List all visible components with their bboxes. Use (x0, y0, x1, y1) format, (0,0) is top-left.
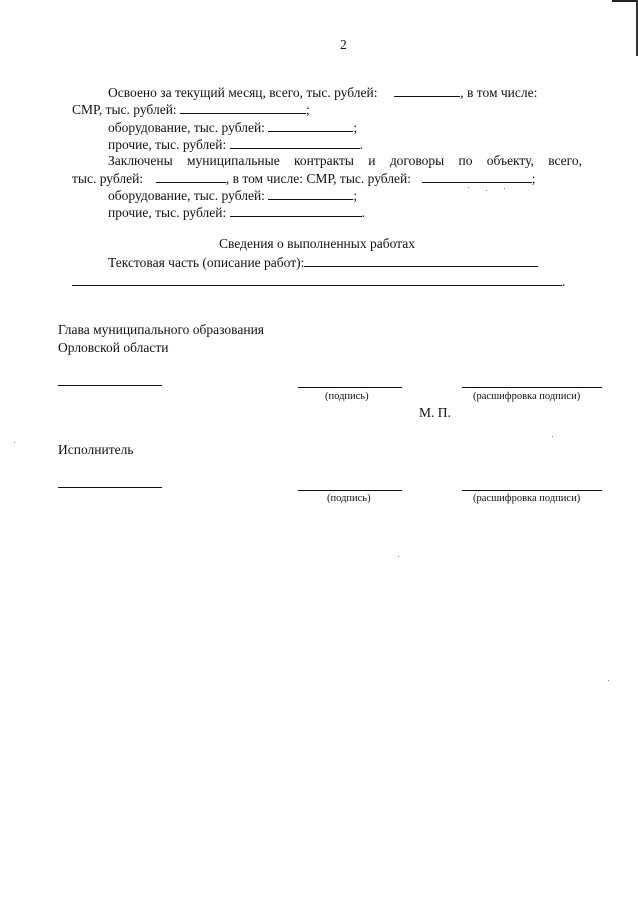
scan-speck (14, 442, 15, 443)
report-line-5: Заключены муниципальные контракты и договоры по объекту, всего, (108, 153, 582, 168)
contracts-cmp-field (422, 170, 532, 183)
scan-speck (468, 187, 469, 188)
head-signature-line (298, 387, 402, 388)
other-label: прочие, тыс. рублей: (108, 137, 227, 152)
report-line-3 (108, 119, 357, 136)
cmp-field (180, 101, 306, 114)
line3-semicolon: ; (353, 120, 358, 135)
works-text-line (108, 254, 538, 271)
works-text-field (304, 254, 538, 267)
line7-semicolon: ; (353, 188, 358, 203)
mastered-total-field (394, 84, 460, 97)
executor-decoding-line (462, 490, 602, 491)
mastered-total-label: Освоено за текущий месяц, всего, тыс. рублей: (108, 85, 378, 100)
line8-period: . (361, 205, 365, 220)
works-text-label: Текстовая часть (описание работ): (108, 255, 305, 270)
scan-speck (398, 556, 399, 557)
cmp-label: СМР, тыс. рублей: (72, 102, 177, 117)
works-text-field-2 (72, 273, 562, 286)
seal-label: М. П. (419, 405, 451, 420)
scan-speck (486, 190, 487, 191)
equipment-label: оборудование, тыс. рублей: (108, 120, 265, 135)
contracts-cmp-label: , в том числе: СМР, тыс. рублей: (225, 171, 412, 186)
head-decoding-line (462, 387, 602, 388)
head-title-line-2: Орловской области (58, 340, 169, 355)
line6-semicolon: ; (531, 171, 536, 186)
contracts-equipment-field (268, 187, 353, 200)
equipment-field (268, 119, 353, 132)
report-line-1 (108, 84, 537, 101)
report-line-8 (108, 204, 365, 221)
executor-title: Исполнитель (58, 442, 134, 457)
other-field (230, 136, 360, 149)
scan-speck (552, 436, 553, 437)
scan-speck (504, 188, 505, 189)
executor-signature-line (298, 490, 402, 491)
report-line-6 (72, 170, 536, 187)
line2-semicolon: ; (306, 102, 310, 117)
works-heading: Сведения о выполненных работах (219, 236, 415, 251)
contracts-other-label: прочие, тыс. рублей: (108, 205, 227, 220)
report-line-2 (72, 101, 310, 118)
works-period: . (562, 274, 566, 289)
executor-position-line (58, 487, 162, 488)
executor-decoding-caption: (расшифровка подписи) (473, 493, 581, 504)
contracts-other-field (230, 204, 362, 217)
contracts-equipment-label: оборудование, тыс. рублей: (108, 188, 265, 203)
report-line-4 (108, 136, 363, 153)
report-line-7 (108, 187, 357, 204)
line4-period: . (359, 137, 363, 152)
scan-edge-mark (612, 0, 638, 6)
works-text-line-2 (72, 273, 565, 290)
scan-speck (608, 680, 609, 681)
head-signature-caption: (подпись) (325, 391, 369, 402)
contracts-total-label: тыс. рублей: (72, 171, 144, 186)
head-position-line (58, 385, 162, 386)
contracts-total-field (156, 170, 226, 183)
mastered-total-tail: , в том числе: (460, 85, 538, 100)
page-number: 2 (340, 37, 347, 52)
executor-signature-caption: (подпись) (327, 493, 371, 504)
head-title-line-1: Глава муниципального образования (58, 322, 265, 337)
head-decoding-caption: (расшифровка подписи) (473, 391, 581, 402)
